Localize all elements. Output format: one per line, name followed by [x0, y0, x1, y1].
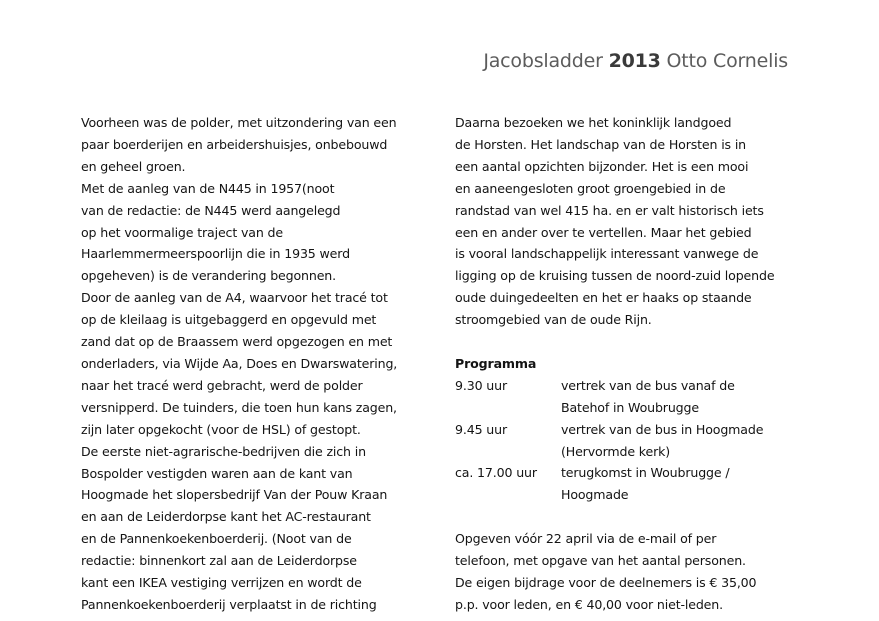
programma-description: vertrek van de bus vanaf de: [561, 377, 735, 393]
programma-description: (Hervormde kerk): [561, 443, 671, 459]
text-line: Haarlemmermeerspoorlijn die in 1935 werd: [81, 246, 350, 262]
programma-heading: Programma: [455, 355, 537, 371]
programma-time: 9.45 uur: [455, 421, 507, 437]
text-line: De eigen bijdrage voor de deelnemers is € 35,00: [455, 575, 757, 590]
text-line: op het voormalige traject van de: [81, 224, 283, 240]
page-header: [483, 50, 788, 72]
text-line: oude duingedeelten en het er haaks op staande: [455, 290, 752, 306]
text-line: kant een IKEA vestiging verrijzen en wordt de: [81, 575, 362, 591]
programma-time: 9.30 uur: [455, 377, 507, 393]
header-year: 2013: [608, 50, 661, 72]
text-line: een en ander over te vertellen. Maar het gebied: [455, 224, 752, 240]
programma-time: ca. 17.00 uur: [455, 465, 537, 481]
text-line: Opgeven vóór 22 april via de e-mail of per: [455, 531, 717, 547]
text-line: onderladers, via Wijde Aa, Does en Dwarswatering,: [81, 355, 398, 371]
text-line: randstad van wel 415 ha. en er valt historisch iets: [455, 202, 764, 218]
text-line: ligging op de kruising tussen de noord-zuid lopende: [455, 268, 775, 284]
text-line: versnipperd. De tuinders, die toen hun kans zagen,: [81, 399, 397, 415]
text-line: en geheel groen.: [81, 158, 186, 174]
text-line: redactie: binnenkort zal aan de Leiderdorpse: [81, 553, 357, 569]
text-line: en aan de Leiderdorpse kant het AC-restaurant: [81, 509, 371, 525]
text-line: op de kleilaag is uitgebaggerd en opgevuld met: [81, 312, 377, 328]
text-line: Pannenkoekenboerderij verplaatst in de richting: [81, 596, 377, 612]
text-line: paar boerderijen en arbeidershuisjes, onbebouwd: [81, 136, 388, 152]
programma-item: [455, 419, 800, 463]
programma-description: vertrek van de bus in Hoogmade: [561, 421, 764, 437]
programma-description: terugkomst in Woubrugge /: [561, 465, 730, 481]
text-line: de Horsten. Het landschap van de Horsten is in: [455, 136, 746, 152]
programma-description: Hoogmade: [561, 487, 629, 503]
text-line: Door de aanleg van de A4, waarvoor het tracé tot: [81, 290, 388, 306]
header-title: Jacobsladder: [483, 50, 603, 72]
text-line: Met de aanleg van de N445 in 1957(noot: [81, 180, 335, 196]
text-line: Voorheen was de polder, met uitzondering van een: [81, 115, 397, 130]
programma-description: Batehof in Woubrugge: [561, 399, 699, 415]
right-column: [455, 112, 800, 616]
text-line: zand dat op de Braassem werd opgezogen en met: [81, 334, 393, 350]
text-line: is vooral landschappelijk interessant vanwege de: [455, 246, 759, 262]
programma-item: [455, 375, 800, 419]
text-line: en de Pannenkoekenboerderij. (Noot van de: [81, 531, 352, 547]
text-line: Daarna bezoeken we het koninklijk landgoed: [455, 115, 732, 130]
text-line: van de redactie: de N445 werd aangelegd: [81, 202, 341, 218]
programma-item: [455, 462, 800, 506]
text-line: De eerste niet-agrarische-bedrijven die zich in: [81, 443, 366, 459]
header-author: Otto Cornelis: [666, 50, 788, 72]
text-line: Bospolder vestigden waren aan de kant van: [81, 465, 353, 481]
text-line: een aantal opzichten bijzonder. Het is een mooi: [455, 158, 749, 174]
text-line: opgeheven) is de verandering begonnen.: [81, 268, 336, 284]
text-line: telefoon, met opgave van het aantal personen.: [455, 553, 746, 569]
text-line: zijn later opgekocht (voor de HSL) of gestopt.: [81, 421, 361, 437]
text-line: naar het tracé werd gebracht, werd de polder: [81, 377, 363, 393]
left-column: [81, 112, 431, 616]
text-line: Hoogmade het slopersbedrijf Van der Pouw Kraan: [81, 487, 388, 503]
text-line: p.p. voor leden, en € 40,00 voor niet-leden.: [455, 596, 723, 612]
text-line: en aaneengesloten groot groengebied in de: [455, 180, 726, 196]
text-line: stroomgebied van de oude Rijn.: [455, 312, 652, 328]
